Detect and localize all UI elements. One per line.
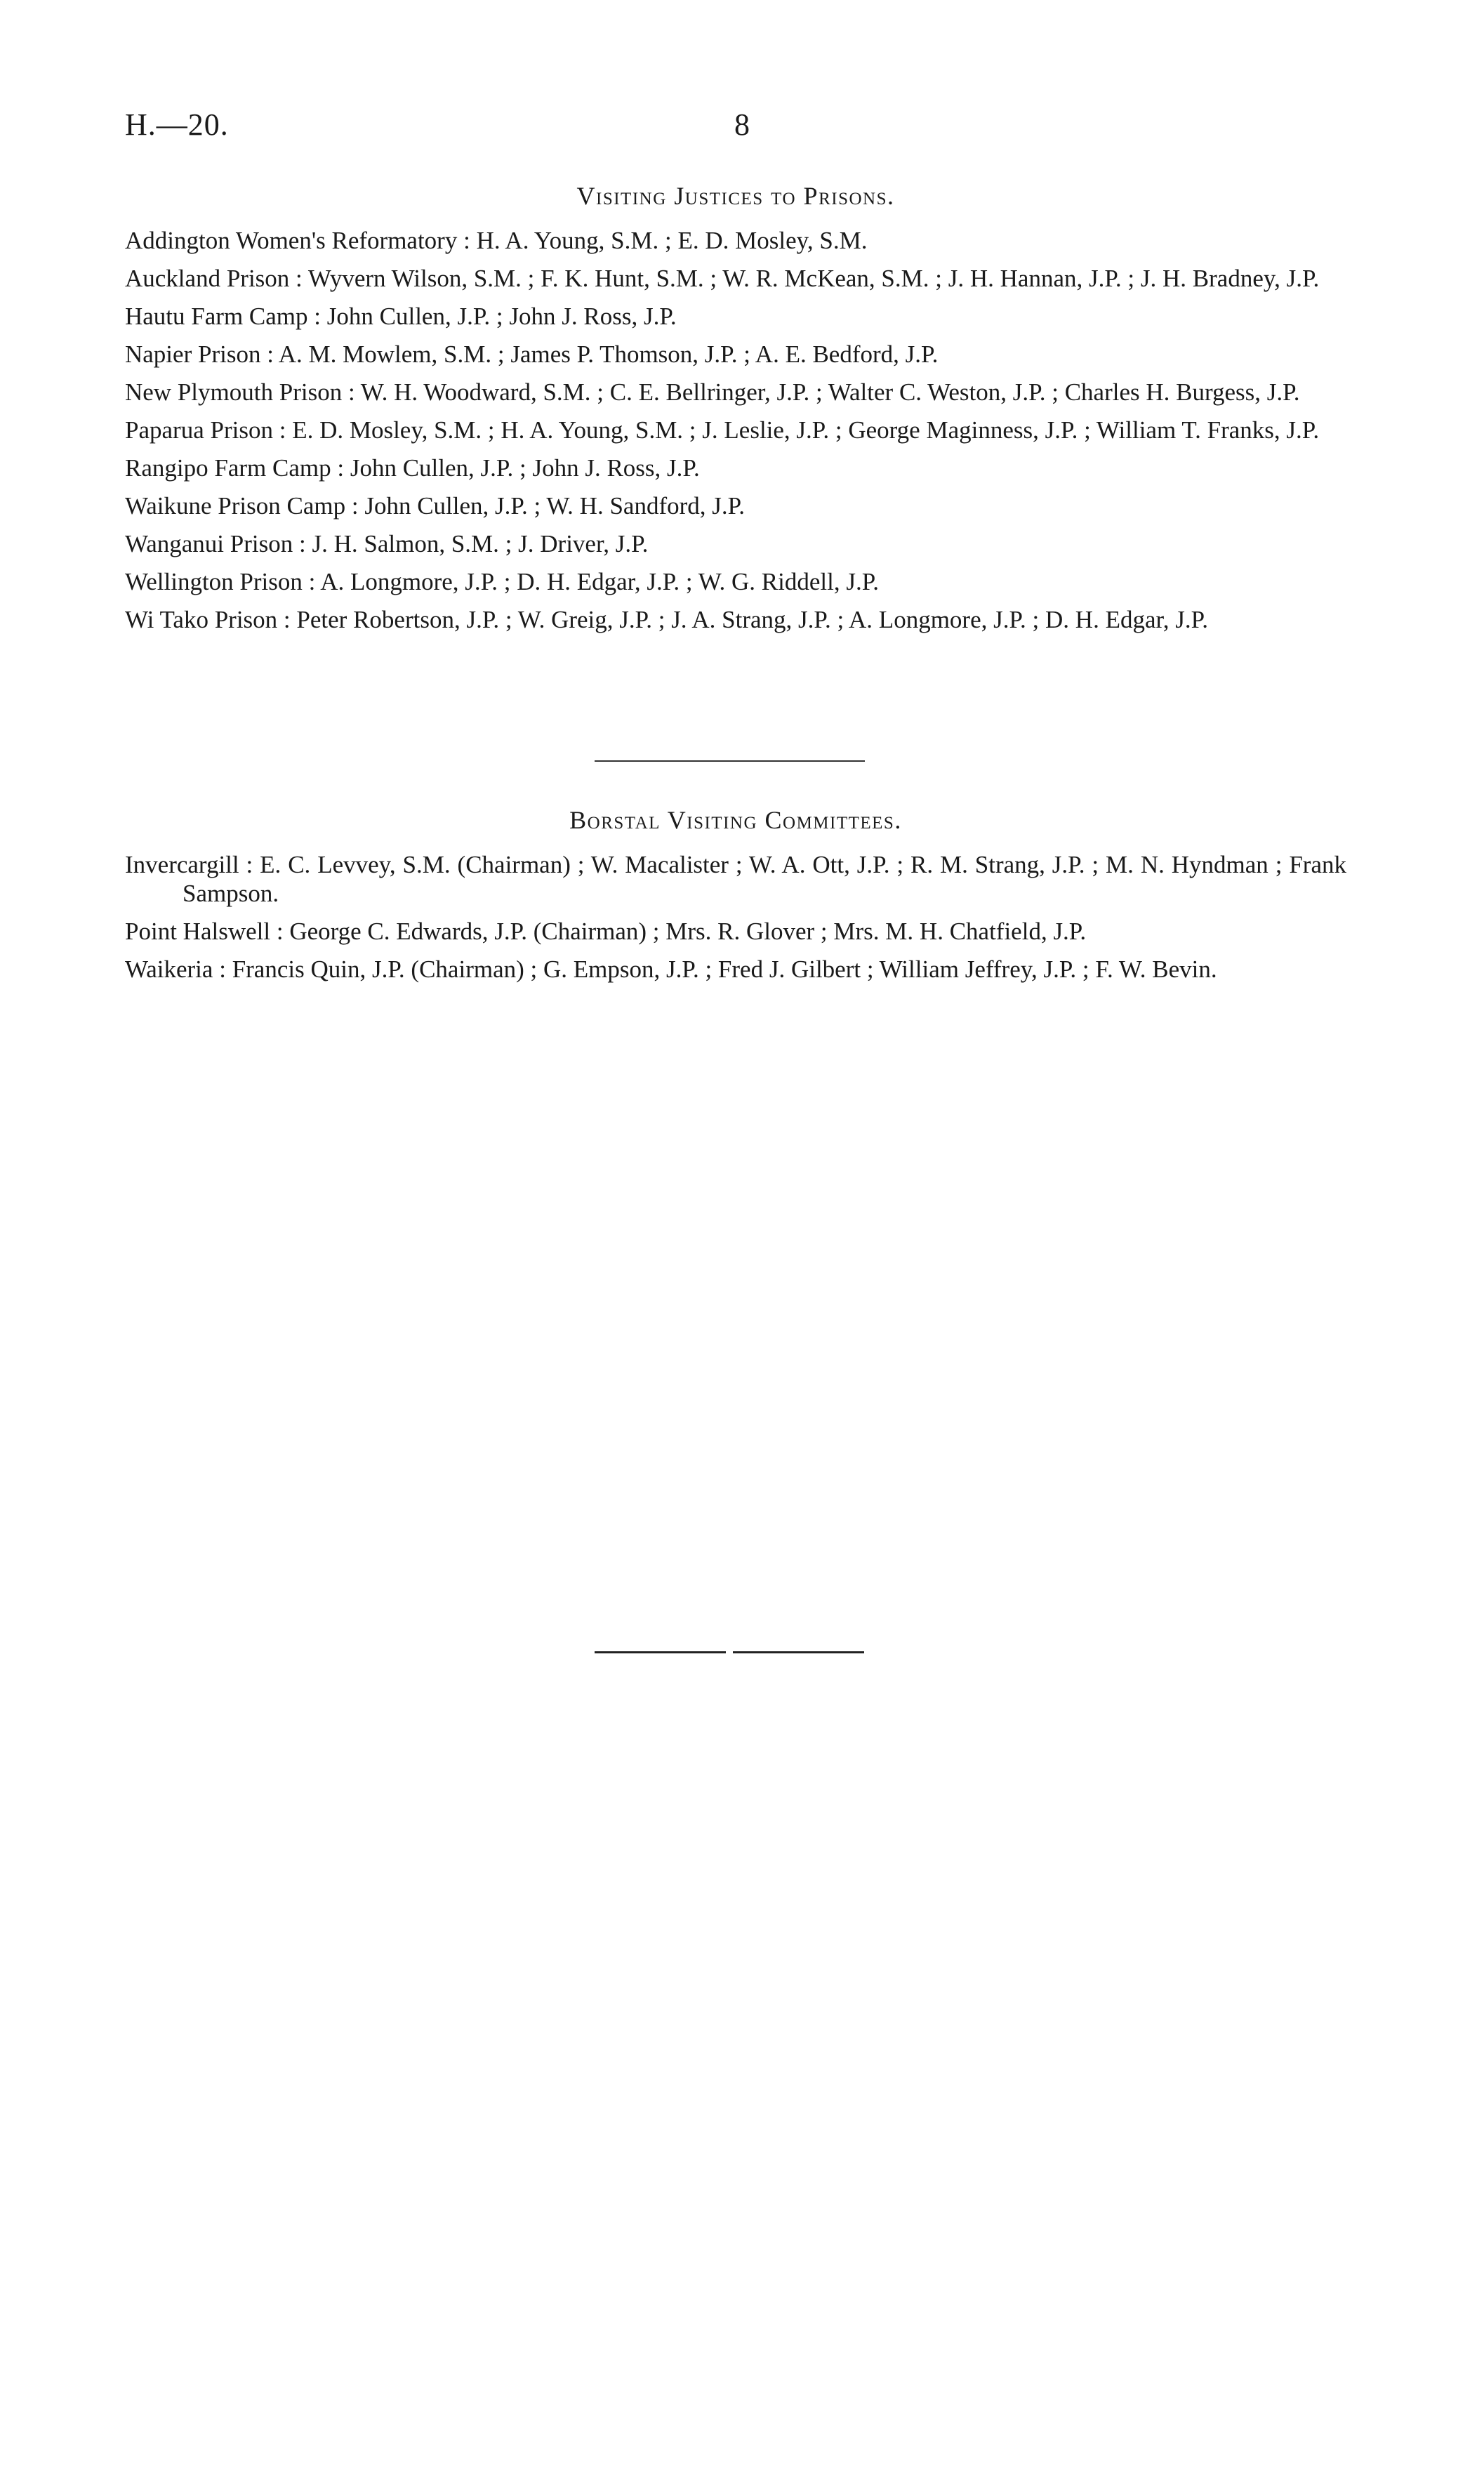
institution-name: Invercargill [125, 851, 239, 878]
member-list: A. Longmore, J.P. ; D. H. Edgar, J.P. ; W. G. Riddell, J.P. [320, 568, 880, 595]
institution-name: Point Halswell [125, 918, 271, 945]
visiting-justices-section [125, 181, 1346, 643]
institution-name: Paparua Prison [125, 416, 273, 444]
list-item: Auckland Prison : Wyvern Wilson, S.M. ; F. K. Hunt, S.M. ; W. R. McKean, S.M. ; J. H. Hannan, J.P. ; J. H. Bradney, J.P. [125, 265, 1320, 292]
list-item: Addington Women's Reformatory : H. A. Young, S.M. ; E. D. Mosley, S.M. [125, 227, 868, 254]
institution-name: Wi Tako Prison [125, 606, 278, 633]
institution-name: Addington Women's Reformatory [125, 227, 458, 254]
member-list: H. A. Young, S.M. ; E. D. Mosley, S.M. [476, 227, 868, 254]
section-title: Borstal Visiting Committees. [569, 806, 902, 834]
list-item: Paparua Prison : E. D. Mosley, S.M. ; H. A. Young, S.M. ; J. Leslie, J.P. ; George Maginness, J.P. ; William T. Franks, J.P. [125, 416, 1320, 444]
member-list: George C. Edwards, J.P. (Chairman) ; Mrs. R. Glover ; Mrs. M. H. Chatfield, J.P. [289, 918, 1087, 945]
member-list: W. H. Woodward, S.M. ; C. E. Bellringer, J.P. ; Walter C. Weston, J.P. ; Charles H. Burgess, J.P. [360, 378, 1300, 406]
list-item: Wanganui Prison : J. H. Salmon, S.M. ; J. Driver, J.P. [125, 530, 649, 557]
list-item: Hautu Farm Camp : John Cullen, J.P. ; John J. Ross, J.P. [125, 303, 677, 330]
list-item: Napier Prison : A. M. Mowlem, S.M. ; James P. Thomson, J.P. ; A. E. Bedford, J.P. [125, 341, 939, 368]
institution-name: Auckland Prison [125, 265, 290, 292]
list-item: Waikune Prison Camp : John Cullen, J.P. ; W. H. Sandford, J.P. [125, 492, 745, 520]
institution-name: Waikune Prison Camp [125, 492, 346, 520]
list-item: New Plymouth Prison : W. H. Woodward, S.M. ; C. E. Bellringer, J.P. ; Walter C. Weston, J.P. ; Charles H. Burgess, J.P. [125, 378, 1300, 406]
list-item: Waikeria : Francis Quin, J.P. (Chairman) ; G. Empson, J.P. ; Fred J. Gilbert ; William Jeffrey, J.P. ; F. W. Bevin. [125, 956, 1217, 983]
section-title: Visiting Justices to Prisons. [576, 182, 895, 210]
member-list: John Cullen, J.P. ; W. H. Sandford, J.P. [364, 492, 745, 520]
list-item: Invercargill : E. C. Levvey, S.M. (Chairman) ; W. Macalister ; W. A. Ott, J.P. ; R. M. Strang, J.P. ; M. N. Hyndman ; Frank Sampson. [125, 851, 1346, 907]
member-list: E. C. Levvey, S.M. (Chairman) ; W. Macalister ; W. A. Ott, J.P. ; R. M. Strang, J.P. ; M. N. Hyndman ; Frank Sampson. [183, 851, 1346, 907]
list-item: Wellington Prison : A. Longmore, J.P. ; D. H. Edgar, J.P. ; W. G. Riddell, J.P. [125, 568, 880, 595]
end-divider-right [733, 1651, 864, 1653]
member-list: Peter Robertson, J.P. ; W. Greig, J.P. ; J. A. Strang, J.P. ; A. Longmore, J.P. ; D. H. Edgar, J.P. [296, 606, 1208, 633]
end-divider-left [595, 1651, 726, 1653]
institution-name: Hautu Farm Camp [125, 303, 308, 330]
end-divider [595, 1651, 864, 1653]
institution-name: Napier Prison [125, 341, 261, 368]
member-list: John Cullen, J.P. ; John J. Ross, J.P. [326, 303, 677, 330]
institution-name: New Plymouth Prison [125, 378, 343, 406]
member-list: Francis Quin, J.P. (Chairman) ; G. Empson, J.P. ; Fred J. Gilbert ; William Jeffrey, J.P. ; F. W. Bevin. [232, 956, 1217, 983]
member-list: E. D. Mosley, S.M. ; H. A. Young, S.M. ; J. Leslie, J.P. ; George Maginness, J.P. ; William T. Franks, J.P. [292, 416, 1320, 444]
list-item: Point Halswell : George C. Edwards, J.P. (Chairman) ; Mrs. R. Glover ; Mrs. M. H. Chatfield, J.P. [125, 918, 1087, 945]
member-list: John Cullen, J.P. ; John J. Ross, J.P. [350, 454, 700, 482]
member-list: A. M. Mowlem, S.M. ; James P. Thomson, J.P. ; A. E. Bedford, J.P. [278, 341, 939, 368]
section-divider [595, 760, 865, 762]
borstal-committees-section [125, 805, 1346, 993]
institution-name: Waikeria [125, 956, 213, 983]
institution-name: Wellington Prison [125, 568, 303, 595]
institution-name: Rangipo Farm Camp [125, 454, 331, 482]
member-list: J. H. Salmon, S.M. ; J. Driver, J.P. [312, 530, 649, 557]
document-reference: H.—20. [125, 107, 229, 142]
institution-name: Wanganui Prison [125, 530, 293, 557]
list-item: Wi Tako Prison : Peter Robertson, J.P. ; W. Greig, J.P. ; J. A. Strang, J.P. ; A. Longmore, J.P. ; D. H. Edgar, J.P. [125, 606, 1208, 633]
page-number: 8 [734, 107, 750, 142]
member-list: Wyvern Wilson, S.M. ; F. K. Hunt, S.M. ; W. R. McKean, S.M. ; J. H. Hannan, J.P. ; J. H. Bradney, J.P. [307, 265, 1320, 292]
list-item: Rangipo Farm Camp : John Cullen, J.P. ; John J. Ross, J.P. [125, 454, 700, 482]
